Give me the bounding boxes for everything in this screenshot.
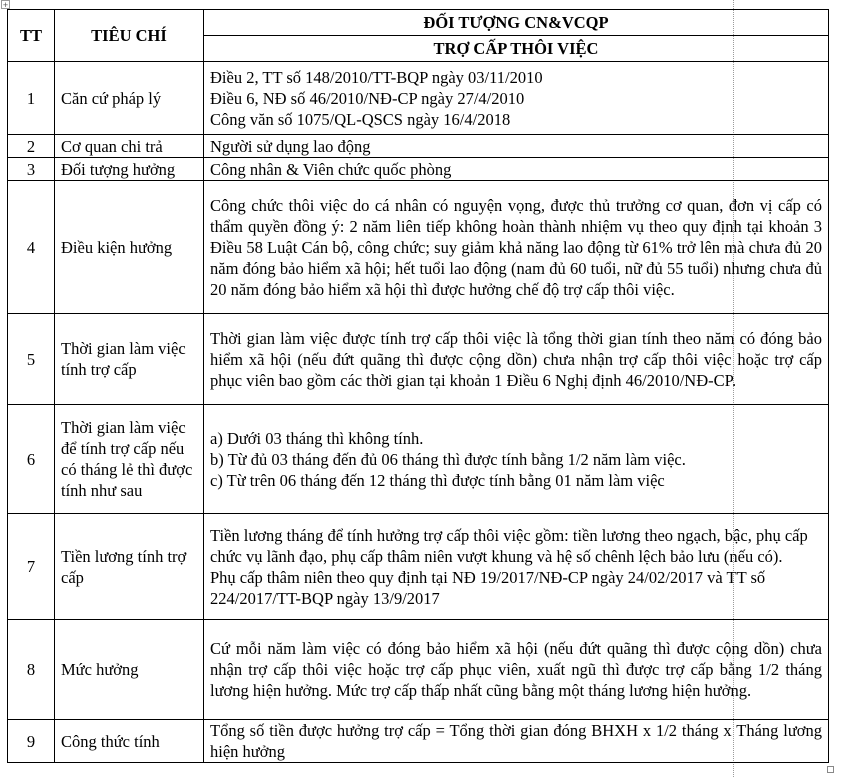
content-line: c) Từ trên 06 tháng đến 12 tháng thì được tính bằng 01 năm làm việc — [210, 470, 665, 490]
row-criterion: Tiền lương tính trợ cấp — [55, 514, 204, 620]
row-criterion: Thời gian làm việc tính trợ cấp — [55, 314, 204, 405]
row-content — [204, 405, 829, 514]
table-resize-handle-icon[interactable] — [827, 766, 834, 773]
row-content — [204, 314, 829, 405]
header-doi-tuong: ĐỐI TƯỢNG CN&VCQP — [204, 10, 829, 36]
row-content — [204, 514, 829, 620]
row-number: 5 — [8, 314, 55, 405]
content-line: Cứ mỗi năm làm việc có đóng bảo hiểm xã hội (nếu đứt quãng thì được cộng dồn) chưa nhận trợ cấp thôi việc hoặc trợ cấp phục viên, xuất ngũ thì được trợ cấp bằng 1/2 tháng lương hiện hưởng. Mức trợ cấp thấp nhất cũng bằng một tháng lương hiện hưởng. — [210, 639, 822, 700]
row-criterion: Công thức tính — [55, 720, 204, 763]
table-row — [8, 620, 829, 720]
row-number: 2 — [8, 135, 55, 158]
content-line: Công văn số 1075/QL-QSCS ngày 16/4/2018 — [210, 109, 511, 129]
row-criterion: Căn cứ pháp lý — [55, 62, 204, 135]
table-row — [8, 514, 829, 620]
row-number: 3 — [8, 158, 55, 181]
row-number: 7 — [8, 514, 55, 620]
table-row — [8, 314, 829, 405]
content-line: Tổng số tiền được hưởng trợ cấp = Tổng thời gian đóng BHXH x 1/2 tháng x Tháng lương hiện hưởng — [210, 721, 822, 761]
header-tieu-chi: TIÊU CHÍ — [55, 10, 204, 62]
header-tt: TT — [8, 10, 55, 62]
row-criterion: Cơ quan chi trả — [55, 135, 204, 158]
header-tro-cap: TRỢ CẤP THÔI VIỆC — [204, 36, 829, 62]
content-line: Tiền lương tháng để tính hưởng trợ cấp thôi việc gồm: tiền lương theo ngạch, bậc, phụ cấp chức vụ lãnh đạo, phụ cấp thâm niên vượt khung và hệ số chênh lệch bảo lưu (nếu có). — [210, 525, 808, 566]
row-content — [204, 158, 829, 181]
table-row — [8, 135, 829, 158]
row-content — [204, 620, 829, 720]
table-row — [8, 158, 829, 181]
row-content — [204, 62, 829, 135]
content-line: Công chức thôi việc do cá nhân có nguyện vọng, được thủ trưởng cơ quan, đơn vị cấp có thẩm quyền đồng ý: 2 năm liên tiếp không hoàn thành nhiệm vụ theo quy định tại khoản 3 Điều 58 Luật Cán bộ, công chức; suy giảm khả năng lao động từ 61% trở lên mà chưa đủ 20 năm đóng bảo hiểm xã hội; hết tuổi lao động (nam đủ 60 tuổi, nữ đủ 55 tuổi) nhưng chưa đủ 20 năm đóng bảo hiểm xã hội thì được hưởng chế độ trợ cấp thôi việc. — [210, 195, 822, 299]
benefits-table — [7, 9, 829, 763]
row-number: 1 — [8, 62, 55, 135]
content-line: Công nhân & Viên chức quốc phòng — [210, 159, 452, 179]
row-number: 8 — [8, 620, 55, 720]
content-line: a) Dưới 03 tháng thì không tính. — [210, 428, 424, 448]
table-row — [8, 181, 829, 314]
row-number: 4 — [8, 181, 55, 314]
row-criterion: Điều kiện hưởng — [55, 181, 204, 314]
content-line: Thời gian làm việc được tính trợ cấp thôi việc là tổng thời gian tính theo năm có đóng bảo hiểm xã hội (nếu đứt quãng thì được cộng dồn) chưa nhận trợ cấp thôi việc hoặc trợ cấp phục viên bao gồm các thời gian tại khoản 1 Điều 6 Nghị định 46/2010/NĐ-CP. — [210, 328, 822, 390]
table-row — [8, 720, 829, 763]
row-criterion: Thời gian làm việc để tính trợ cấp nếu có tháng lẻ thì được tính như sau — [55, 405, 204, 514]
row-criterion: Đối tượng hưởng — [55, 158, 204, 181]
row-number: 9 — [8, 720, 55, 763]
table-row — [8, 405, 829, 514]
content-line: Phụ cấp thâm niên theo quy định tại NĐ 19/2017/NĐ-CP ngày 24/02/2017 và TT số 224/2017/TT-BQP ngày 13/9/2017 — [210, 567, 766, 608]
row-content — [204, 135, 829, 158]
table-move-handle-icon[interactable]: + — [2, 0, 9, 10]
content-line: Điều 2, TT số 148/2010/TT-BQP ngày 03/11/2010 — [210, 67, 543, 87]
table-row — [8, 62, 829, 135]
row-content — [204, 181, 829, 314]
content-line: Điều 6, NĐ số 46/2010/NĐ-CP ngày 27/4/2010 — [210, 88, 525, 108]
content-line: Người sử dụng lao động — [210, 136, 371, 156]
row-criterion: Mức hưởng — [55, 620, 204, 720]
row-number: 6 — [8, 405, 55, 514]
content-line: b) Từ đủ 03 tháng đến đủ 06 tháng thì được tính bằng 1/2 năm làm việc. — [210, 449, 686, 469]
row-content — [204, 720, 829, 763]
